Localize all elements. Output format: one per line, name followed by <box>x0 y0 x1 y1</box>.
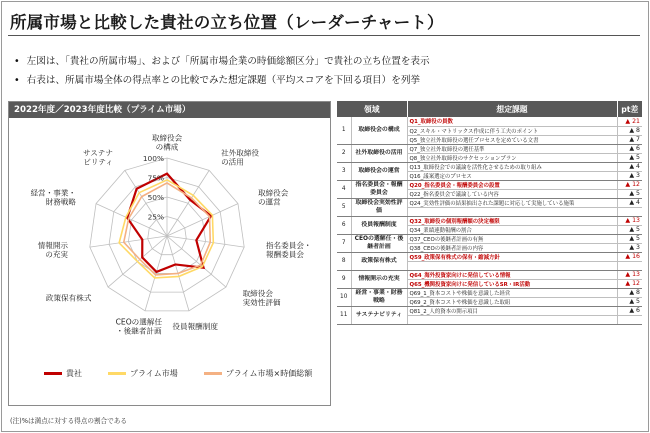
row-issue: Q7_独立社外取締役の選任基準 <box>407 144 617 153</box>
bullet-list <box>14 52 430 90</box>
row-score: ▲ 16 <box>617 252 642 261</box>
row-number: 1 <box>337 117 351 144</box>
axis-label: CEOの選解任・後継者計画 <box>115 317 163 336</box>
page-title: 所属市場と比較した貴社の立ち位置（レーダーチャート） <box>10 13 444 32</box>
table-row <box>337 117 642 126</box>
table-row <box>337 252 642 261</box>
row-area: CEOの選解任・後継者計画 <box>351 234 407 252</box>
chart-legend <box>44 368 312 379</box>
radar-chart <box>9 118 330 368</box>
row-number: 9 <box>337 270 351 288</box>
row-number: 4 <box>337 180 351 198</box>
row-number: 11 <box>337 306 351 324</box>
row-score: ▲ 3 <box>617 243 642 252</box>
axis-label: 経営・事業・財務戦略 <box>30 188 77 207</box>
row-issue: Q13_取締役会での議論を活性化させるための取り組み <box>407 162 617 171</box>
table-row <box>337 180 642 189</box>
table-row <box>337 144 642 153</box>
row-score: ▲ 4 <box>617 198 642 207</box>
row-score: ▲ 5 <box>617 189 642 198</box>
header-area: 領域 <box>337 101 407 117</box>
row-area: 経営・事業・財務戦略 <box>351 288 407 306</box>
row-issue: Q8_独立社外取締役のサクセッションプラン <box>407 153 617 162</box>
row-score: ▲ 21 <box>617 117 642 126</box>
row-number: 5 <box>337 198 351 216</box>
row-score: ▲ 5 <box>617 297 642 306</box>
row-area: 情報開示の充実 <box>351 270 407 288</box>
row-score <box>617 207 642 216</box>
legend-swatch <box>204 372 222 375</box>
table-row <box>337 162 642 171</box>
row-score: ▲ 13 <box>617 270 642 279</box>
row-issue: Q22_指名委員会で議論している内容 <box>407 189 617 198</box>
issues-table <box>337 101 642 325</box>
row-issue: Q32_取締役の個別報酬額の決定権限 <box>407 216 617 225</box>
row-issue: Q24_実効性評価の結果抽出された課題に対応して実施している施策 <box>407 198 617 207</box>
chart-panel-title: 2022年度／2023年度比較（プライム市場） <box>9 102 330 118</box>
row-score: ▲ 12 <box>617 279 642 288</box>
legend-item-prime <box>108 368 178 379</box>
row-score: ▲ 5 <box>617 153 642 162</box>
axis-label: 取締役会の運営 <box>257 188 289 207</box>
row-issue <box>407 261 617 270</box>
row-issue: Q1_取締役の員数 <box>407 117 617 126</box>
axis-label: 役員報酬制度 <box>172 322 218 332</box>
row-score: ▲ 8 <box>617 126 642 135</box>
row-area: 取締役会の構成 <box>351 117 407 144</box>
row-score: ▲ 6 <box>617 144 642 153</box>
legend-label: プライム市場×時価総額 <box>225 369 313 378</box>
row-score: ▲ 5 <box>617 225 642 234</box>
row-number: 6 <box>337 216 351 234</box>
header-issue: 想定課題 <box>407 101 617 117</box>
table-row <box>337 234 642 243</box>
axis-label: 取締役会実効性評価 <box>242 289 281 308</box>
tick-label: 100% <box>142 154 164 163</box>
row-score <box>617 315 642 324</box>
row-area: 社外取締役の活用 <box>351 144 407 162</box>
tick-label: 25% <box>147 212 164 222</box>
row-score: ▲ 8 <box>617 288 642 297</box>
table-row <box>337 288 642 297</box>
axis-label: 社外取締役の活用 <box>221 148 260 167</box>
row-score: ▲ 5 <box>617 234 642 243</box>
row-score: ▲ 4 <box>617 162 642 171</box>
row-number: 7 <box>337 234 351 252</box>
row-issue: Q2_スキル・マトリックス作成に伴う工夫のポイント <box>407 126 617 135</box>
row-number: 2 <box>337 144 351 162</box>
row-score <box>617 261 642 270</box>
legend-swatch <box>108 372 126 375</box>
row-issue: Q20_指名委員会・報酬委員会の設置 <box>407 180 617 189</box>
axis-label: 情報開示の充実 <box>37 240 69 259</box>
legend-label: 貴社 <box>66 369 82 378</box>
tick-label: 50% <box>147 193 164 202</box>
row-number: 8 <box>337 252 351 270</box>
table-row <box>337 306 642 315</box>
row-issue: Q69_2_資本コストや株価を意識した取組 <box>407 297 617 306</box>
row-score: ▲ 7 <box>617 135 642 144</box>
table-header-row <box>337 101 642 117</box>
bullet-item: • 左図は、「貴社の所属市場」、および「所属市場企業の時価総額区分」で貴社の立ち位置を表示 <box>14 52 430 71</box>
axis-label: 政策保有株式 <box>45 293 92 303</box>
row-issue: Q16_議案選定のプロセス <box>407 171 617 180</box>
radar-chart-panel <box>8 101 331 406</box>
row-score: ▲ 3 <box>617 171 642 180</box>
row-area: 政策保有株式 <box>351 252 407 270</box>
row-issue: Q59_政策保有株式の保有・縮減方針 <box>407 252 617 261</box>
table-row <box>337 198 642 207</box>
legend-label: プライム市場 <box>130 369 178 378</box>
row-issue: Q69_1_資本コストや株価を意識した経営 <box>407 288 617 297</box>
row-number: 3 <box>337 162 351 180</box>
footnote: (注)%は満点に対する得点の割合である <box>10 417 127 425</box>
axis-spoke <box>167 236 244 247</box>
bullet-item: • 右表は、所属市場全体の得点率との比較でみた想定課題（平均スコアを下回る項目）を列挙 <box>14 71 430 90</box>
row-issue: Q37_CEOの後継者計画の有無 <box>407 234 617 243</box>
row-issue <box>407 207 617 216</box>
title-divider <box>8 35 640 36</box>
legend-item-company <box>44 368 82 379</box>
row-score: ▲ 13 <box>617 216 642 225</box>
row-area: 指名委員会・報酬委員会 <box>351 180 407 198</box>
row-area: 取締役会の運営 <box>351 162 407 180</box>
row-issue: Q5_独立社外取締役の選任プロセスを定めている文書 <box>407 135 617 144</box>
table-row <box>337 270 642 279</box>
row-issue: Q64_海外投資家向けに発信している情報 <box>407 270 617 279</box>
row-issue: Q38_CEOの後継者計画の内容 <box>407 243 617 252</box>
legend-item-prime-cap <box>204 368 312 379</box>
axis-label: 指名委員会・報酬委員会 <box>265 240 312 259</box>
row-issue <box>407 315 617 324</box>
row-issue: Q81_2_人的資本の開示項目 <box>407 306 617 315</box>
row-area: 役員報酬制度 <box>351 216 407 234</box>
row-issue: Q34_業績連動報酬の割合 <box>407 225 617 234</box>
axis-label: 取締役会の構成 <box>151 133 183 152</box>
header-score: pt差 <box>617 101 642 117</box>
row-number: 10 <box>337 288 351 306</box>
row-area: 取締役会実効性評価 <box>351 198 407 216</box>
series-line <box>119 180 213 278</box>
axis-spoke <box>90 236 167 247</box>
axis-label: サステナビリティ <box>83 148 113 167</box>
table-row <box>337 216 642 225</box>
issues-table-wrap <box>337 101 642 384</box>
tick-label: 75% <box>147 173 164 183</box>
row-score: ▲ 12 <box>617 180 642 189</box>
legend-swatch <box>44 372 62 375</box>
row-area: サステナビリティ <box>351 306 407 324</box>
row-score: ▲ 6 <box>617 306 642 315</box>
row-issue: Q65_機関投資家向けに発信しているSR・IR活動 <box>407 279 617 288</box>
